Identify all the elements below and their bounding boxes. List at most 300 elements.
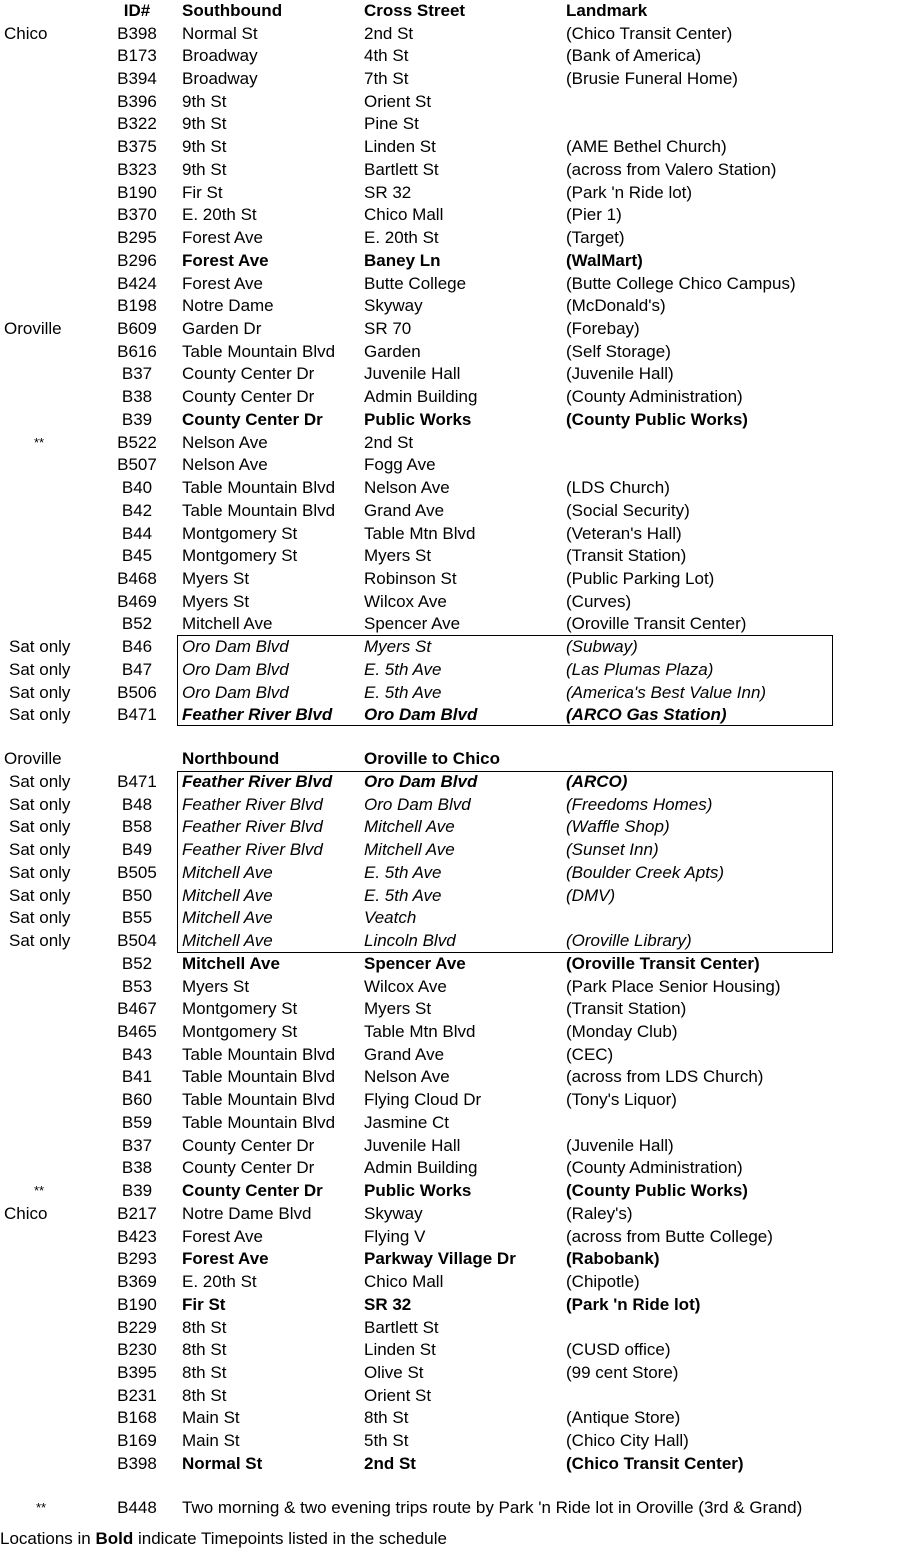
landmark-name: (Juvenile Hall) (566, 364, 674, 384)
southbound-column-header: Southbound (182, 1, 283, 20)
cross-street-name: SR 70 (364, 318, 412, 338)
street-name: Fir St (182, 182, 223, 202)
landmark-name: (Butte College Chico Campus) (566, 273, 796, 293)
landmark-name: (Target) (566, 228, 625, 248)
northbound-stop-row (0, 1317, 900, 1340)
street-name: County Center Dr (182, 1158, 315, 1178)
landmark-name: (Chipotle) (566, 1272, 640, 1292)
cross-street-name: Baney Ln (364, 250, 441, 270)
cross-street-name: 2nd St (364, 23, 414, 43)
landmark-name: (CUSD office) (566, 1340, 671, 1360)
street-name: 8th St (182, 1362, 227, 1382)
area-label: Chico (4, 1203, 48, 1223)
northbound-stop-row (0, 1453, 900, 1476)
southbound-stop-row (0, 568, 900, 591)
stop-id: B48 (121, 794, 153, 814)
landmark-name: (Freedoms Homes) (566, 794, 713, 814)
landmark-name: (Rabobank) (566, 1249, 660, 1269)
cross-street-name: Chico Mall (364, 205, 444, 225)
stop-id: B370 (117, 205, 157, 225)
area-label: Sat only (9, 862, 71, 882)
area-label: Sat only (9, 659, 71, 679)
footnote-marker: ** (36, 1500, 47, 1515)
landmark-name: (Forebay) (566, 318, 640, 338)
cross-street-name: Lincoln Blvd (364, 931, 456, 951)
street-name: Mitchell Ave (182, 953, 280, 973)
cross-street-name: Grand Ave (364, 500, 445, 520)
cross-street-name: Veatch (364, 908, 417, 928)
stop-id: B467 (117, 999, 157, 1019)
northbound-stop-row (0, 976, 900, 999)
cross-street-name: Admin Building (364, 1158, 478, 1178)
landmark-name: (Tony's Liquor) (566, 1090, 677, 1110)
stop-id: B50 (121, 885, 153, 905)
stop-id: B322 (117, 114, 157, 134)
southbound-stop-row (0, 136, 900, 159)
stop-id: B49 (121, 840, 153, 860)
stop-id: B58 (121, 817, 153, 837)
street-name: 9th St (182, 137, 227, 157)
stop-id: B229 (117, 1317, 157, 1337)
southbound-stop-row (0, 91, 900, 114)
landmark-name: (Transit Station) (566, 999, 687, 1019)
landmark-name: (DMV) (566, 885, 616, 905)
stop-id: B469 (117, 591, 157, 611)
street-name: Montgomery St (182, 546, 298, 566)
street-name: County Center Dr (182, 409, 323, 429)
stop-id: B471 (117, 705, 157, 725)
street-name: County Center Dr (182, 1135, 315, 1155)
landmark-name: (99 cent Store) (566, 1362, 679, 1382)
stop-id: B40 (121, 478, 153, 498)
southbound-stop-row (0, 409, 900, 432)
street-name: Feather River Blvd (182, 772, 333, 791)
cross-street-name: E. 5th Ave (364, 862, 442, 882)
southbound-stop-row (0, 295, 900, 318)
stop-id: B505 (117, 862, 157, 882)
southbound-saturday-box (177, 635, 833, 726)
footnote-stop-id: B448 (117, 1498, 157, 1517)
area-label: Sat only (9, 637, 71, 657)
timepoint-legend (0, 1528, 447, 1550)
cross-street-name: Myers St (364, 637, 432, 657)
cross-street-name: Garden (364, 341, 421, 361)
stop-id: B198 (117, 296, 157, 316)
cross-street-name: Mitchell Ave (364, 840, 455, 860)
stop-id: B47 (121, 659, 153, 679)
cross-street-name: E. 5th Ave (364, 682, 442, 702)
street-name: 9th St (182, 114, 227, 134)
southbound-stop-row (0, 386, 900, 409)
northbound-header-row (0, 748, 900, 771)
street-name: Forest Ave (182, 250, 269, 270)
southbound-stop-row (0, 454, 900, 477)
cross-street-name: Flying Cloud Dr (364, 1090, 482, 1110)
stop-id: B395 (117, 1362, 157, 1382)
stop-id: B230 (117, 1340, 157, 1360)
street-name: Nelson Ave (182, 432, 268, 452)
street-name: Table Mountain Blvd (182, 1067, 336, 1087)
cross-street-name: Jasmine Ct (364, 1112, 450, 1132)
landmark-name: (Subway) (566, 637, 638, 657)
northbound-stop-row (0, 1271, 900, 1294)
cross-street-name: Table Mtn Blvd (364, 523, 476, 543)
stop-id: B43 (121, 1044, 153, 1064)
cross-street-name: 5th St (364, 1431, 409, 1451)
stop-id: B53 (121, 976, 153, 996)
area-label: ** (34, 1183, 45, 1199)
cross-street-name: Myers St (364, 999, 432, 1019)
street-name: Oro Dam Blvd (182, 659, 289, 679)
street-name: 8th St (182, 1385, 227, 1405)
street-name: Forest Ave (182, 1249, 269, 1269)
northbound-saturday-box (177, 771, 833, 953)
northbound-area-label: Oroville (4, 749, 62, 768)
landmark-name: (Transit Station) (566, 546, 687, 566)
street-name: Fir St (182, 1294, 226, 1314)
northbound-stop-row (0, 998, 900, 1021)
landmark-name: (Juvenile Hall) (566, 1135, 674, 1155)
stop-id: B423 (117, 1226, 157, 1246)
landmark-name: (across from Butte College) (566, 1226, 773, 1246)
stop-id: B44 (121, 523, 153, 543)
landmark-name: (McDonald's) (566, 296, 666, 316)
landmark-name: (Oroville Transit Center) (566, 953, 760, 973)
northbound-stop-row (0, 1135, 900, 1158)
street-name: 8th St (182, 1317, 227, 1337)
southbound-stop-row (0, 545, 900, 568)
stop-id: B55 (121, 908, 153, 928)
area-label: Sat only (9, 908, 71, 928)
legend-text-before: Locations in (0, 1529, 96, 1548)
area-label: Sat only (9, 840, 71, 860)
northbound-stop-row (0, 1112, 900, 1135)
stop-id: B323 (117, 159, 157, 179)
cross-street-name: Wilcox Ave (364, 591, 447, 611)
landmark-name: (Curves) (566, 591, 632, 611)
street-name: Feather River Blvd (182, 794, 323, 814)
stop-id: B45 (121, 546, 153, 566)
stop-id: B231 (117, 1385, 157, 1405)
cross-street-name: 2nd St (364, 1453, 416, 1473)
cross-street-name: Linden St (364, 137, 436, 157)
stop-id: B190 (117, 1294, 157, 1314)
cross-street-name: Linden St (364, 1340, 436, 1360)
cross-street-name: Spencer Ave (364, 614, 461, 634)
southbound-stop-row (0, 273, 900, 296)
stop-id: B37 (121, 364, 153, 384)
area-label: Chico (4, 23, 48, 43)
street-name: County Center Dr (182, 364, 315, 384)
cross-street-name: Juvenile Hall (364, 364, 461, 384)
cross-street-name: Nelson Ave (364, 478, 450, 498)
landmark-name: (CEC) (566, 1044, 614, 1064)
landmark-name: (LDS Church) (566, 478, 670, 498)
street-name: Table Mountain Blvd (182, 341, 336, 361)
cross-street-name: Parkway Village Dr (364, 1249, 516, 1269)
stop-id: B507 (117, 455, 157, 475)
landmark-name: (Public Parking Lot) (566, 569, 715, 589)
landmark-name: (County Administration) (566, 387, 743, 407)
cross-street-name: Olive St (364, 1362, 424, 1382)
cross-street-name: Skyway (364, 1203, 423, 1223)
street-name: Broadway (182, 68, 258, 88)
street-name: Feather River Blvd (182, 840, 323, 860)
area-label: Sat only (9, 705, 71, 725)
area-label: Sat only (9, 817, 71, 837)
legend-text-after: indicate Timepoints listed in the schedule (133, 1529, 447, 1548)
street-name: Mitchell Ave (182, 931, 273, 951)
footnote-text: Two morning & two evening trips route by Park 'n Ride lot in Oroville (3rd & Grand) (182, 1498, 803, 1517)
stop-id: B173 (117, 46, 157, 66)
northbound-stop-row (0, 1066, 900, 1089)
stop-id: B522 (117, 432, 157, 452)
landmark-name: (across from Valero Station) (566, 159, 777, 179)
stop-id: B169 (117, 1431, 157, 1451)
northbound-stop-row (0, 1385, 900, 1408)
street-name: Myers St (182, 591, 250, 611)
cross-street-name: Juvenile Hall (364, 1135, 461, 1155)
cross-street-name: 4th St (364, 46, 409, 66)
area-label: Sat only (9, 885, 71, 905)
southbound-stop-row (0, 45, 900, 68)
landmark-name: (County Public Works) (566, 1181, 748, 1201)
stop-id: B424 (117, 273, 157, 293)
street-name: 8th St (182, 1340, 227, 1360)
cross-street-name: Bartlett St (364, 159, 439, 179)
cross-street-name: Orient St (364, 1385, 432, 1405)
stop-id: B468 (117, 569, 157, 589)
northbound-stop-row (0, 1021, 900, 1044)
cross-street-name: Flying V (364, 1226, 426, 1246)
stop-id: B37 (121, 1135, 153, 1155)
southbound-stop-row (0, 341, 900, 364)
stop-id: B38 (121, 1158, 153, 1178)
landmark-name: (Las Plumas Plaza) (566, 659, 714, 679)
area-label: Oroville (4, 318, 62, 338)
landmark-name: (Sunset Inn) (566, 840, 659, 860)
stop-id: B504 (117, 931, 157, 951)
street-name: Nelson Ave (182, 455, 268, 475)
street-name: Myers St (182, 569, 250, 589)
street-name: Table Mountain Blvd (182, 500, 336, 520)
stop-id: B42 (121, 500, 153, 520)
street-name: Notre Dame (182, 296, 274, 316)
cross-street-name: Skyway (364, 296, 423, 316)
cross-street-name: Public Works (364, 1181, 472, 1201)
cross-street-name: Wilcox Ave (364, 976, 447, 996)
northbound-stop-row (0, 1226, 900, 1249)
southbound-stop-row (0, 23, 900, 46)
northbound-stop-row (0, 1180, 900, 1203)
stop-id: B41 (121, 1067, 153, 1087)
landmark-name: (Oroville Transit Center) (566, 614, 747, 634)
southbound-stop-row (0, 477, 900, 500)
cross-street-name: Oro Dam Blvd (364, 772, 478, 791)
northbound-stop-row (0, 1044, 900, 1067)
cross-street-name: Mitchell Ave (364, 817, 455, 837)
southbound-stop-row (0, 227, 900, 250)
northbound-stop-row (0, 1362, 900, 1385)
footnote-row (0, 1497, 900, 1520)
cross-street-name: Bartlett St (364, 1317, 439, 1337)
stop-id: B471 (117, 772, 157, 791)
landmark-name: (AME Bethel Church) (566, 137, 727, 157)
stop-id: B39 (121, 409, 153, 429)
southbound-stop-row (0, 318, 900, 341)
street-name: E. 20th St (182, 205, 257, 225)
street-name: Myers St (182, 976, 250, 996)
cross-street-column-header: Cross Street (364, 1, 466, 20)
cross-street-name: Grand Ave (364, 1044, 445, 1064)
stop-id: B293 (117, 1249, 157, 1269)
cross-street-name: 7th St (364, 68, 409, 88)
southbound-stop-row (0, 613, 900, 636)
cross-street-name: SR 32 (364, 1294, 412, 1314)
street-name: Montgomery St (182, 999, 298, 1019)
landmark-name: (County Administration) (566, 1158, 743, 1178)
cross-street-name: E. 5th Ave (364, 659, 442, 679)
street-name: Oro Dam Blvd (182, 682, 289, 702)
southbound-stop-row (0, 500, 900, 523)
landmark-name: (Brusie Funeral Home) (566, 68, 738, 88)
stop-id: B60 (121, 1090, 153, 1110)
landmark-name: (Park 'n Ride lot) (566, 182, 693, 202)
landmark-name: (across from LDS Church) (566, 1067, 764, 1087)
stop-id: B609 (117, 318, 157, 338)
cross-street-name: Fogg Ave (364, 455, 436, 475)
street-name: Mitchell Ave (182, 862, 273, 882)
landmark-name: (Raley's) (566, 1203, 633, 1223)
street-name: Notre Dame Blvd (182, 1203, 312, 1223)
street-name: Feather River Blvd (182, 817, 323, 837)
southbound-stop-row (0, 113, 900, 136)
street-name: Normal St (182, 1453, 263, 1473)
street-name: Mitchell Ave (182, 885, 273, 905)
street-name: E. 20th St (182, 1272, 257, 1292)
street-name: Garden Dr (182, 318, 262, 338)
cross-street-name: 8th St (364, 1408, 409, 1428)
area-label: Sat only (9, 772, 71, 791)
landmark-name: (Park 'n Ride lot) (566, 1294, 701, 1314)
stop-id: B616 (117, 341, 157, 361)
street-name: Forest Ave (182, 1226, 263, 1246)
street-name: Table Mountain Blvd (182, 478, 336, 498)
landmark-name: (Social Security) (566, 500, 690, 520)
landmark-name: (ARCO) (566, 772, 628, 791)
area-label: Sat only (9, 794, 71, 814)
landmark-name: (Self Storage) (566, 341, 671, 361)
cross-street-name: Myers St (364, 546, 432, 566)
stop-id: B398 (117, 23, 157, 43)
northbound-stop-row (0, 1407, 900, 1430)
street-name: Broadway (182, 46, 258, 66)
stop-id: B396 (117, 91, 157, 111)
landmark-name: (Monday Club) (566, 1022, 678, 1042)
street-name: Normal St (182, 23, 258, 43)
landmark-name: (Veteran's Hall) (566, 523, 682, 543)
street-name: Forest Ave (182, 228, 263, 248)
cross-street-name: 2nd St (364, 432, 414, 452)
cross-street-name: Table Mtn Blvd (364, 1022, 476, 1042)
cross-street-name: Chico Mall (364, 1272, 444, 1292)
stop-id: B38 (121, 387, 153, 407)
landmark-name: (Pier 1) (566, 205, 622, 225)
area-label: Sat only (9, 682, 71, 702)
cross-street-name: SR 32 (364, 182, 412, 202)
stop-id: B39 (121, 1181, 153, 1201)
northbound-stop-row (0, 1248, 900, 1271)
street-name: Mitchell Ave (182, 908, 273, 928)
stop-id: B59 (121, 1112, 153, 1132)
southbound-stop-row (0, 68, 900, 91)
cross-street-name: Nelson Ave (364, 1067, 450, 1087)
cross-street-name: Oro Dam Blvd (364, 794, 471, 814)
landmark-name: (Boulder Creek Apts) (566, 862, 725, 882)
cross-street-name: Oro Dam Blvd (364, 705, 478, 725)
landmark-name: (Chico Transit Center) (566, 1453, 744, 1473)
stop-id: B506 (117, 682, 157, 702)
landmark-name: (County Public Works) (566, 409, 748, 429)
landmark-name: (Bank of America) (566, 46, 702, 66)
street-name: Oro Dam Blvd (182, 637, 289, 657)
street-name: Montgomery St (182, 1022, 298, 1042)
street-name: Main St (182, 1431, 240, 1451)
stop-id: B295 (117, 228, 157, 248)
stop-id: B190 (117, 182, 157, 202)
landmark-column-header: Landmark (566, 1, 648, 20)
street-name: Mitchell Ave (182, 614, 273, 634)
street-name: Table Mountain Blvd (182, 1044, 336, 1064)
landmark-name: (WalMart) (566, 250, 643, 270)
stop-id: B46 (121, 637, 153, 657)
street-name: 9th St (182, 91, 227, 111)
street-name: County Center Dr (182, 1181, 323, 1201)
northbound-stop-row (0, 1430, 900, 1453)
stop-id: B52 (121, 953, 153, 973)
stop-id: B394 (117, 68, 157, 88)
southbound-stop-row (0, 204, 900, 227)
southbound-stop-row (0, 523, 900, 546)
southbound-stop-row (0, 182, 900, 205)
cross-street-name: Spencer Ave (364, 953, 466, 973)
northbound-column-header: Northbound (182, 749, 280, 768)
landmark-name: (America's Best Value Inn) (566, 682, 767, 702)
landmark-name: (Oroville Library) (566, 931, 692, 951)
landmark-name: (Chico Transit Center) (566, 23, 733, 43)
landmark-name: (Waffle Shop) (566, 817, 670, 837)
southbound-stop-row (0, 363, 900, 386)
street-name: Montgomery St (182, 523, 298, 543)
cross-street-name: Admin Building (364, 387, 478, 407)
street-name: Main St (182, 1408, 240, 1428)
cross-street-name: E. 20th St (364, 228, 439, 248)
southbound-stop-row (0, 432, 900, 455)
id-column-header: ID# (123, 1, 151, 20)
landmark-name: (ARCO Gas Station) (566, 705, 727, 725)
cross-street-name: E. 5th Ave (364, 885, 442, 905)
stop-id: B217 (117, 1203, 157, 1223)
cross-street-name: Robinson St (364, 569, 457, 589)
southbound-stop-row (0, 159, 900, 182)
street-name: County Center Dr (182, 387, 315, 407)
direction-column-header: Oroville to Chico (364, 749, 501, 768)
area-label: Sat only (9, 931, 71, 951)
legend-bold-word: Bold (95, 1529, 134, 1548)
stop-id: B168 (117, 1408, 157, 1428)
southbound-stop-row (0, 591, 900, 614)
northbound-stop-row (0, 953, 900, 976)
